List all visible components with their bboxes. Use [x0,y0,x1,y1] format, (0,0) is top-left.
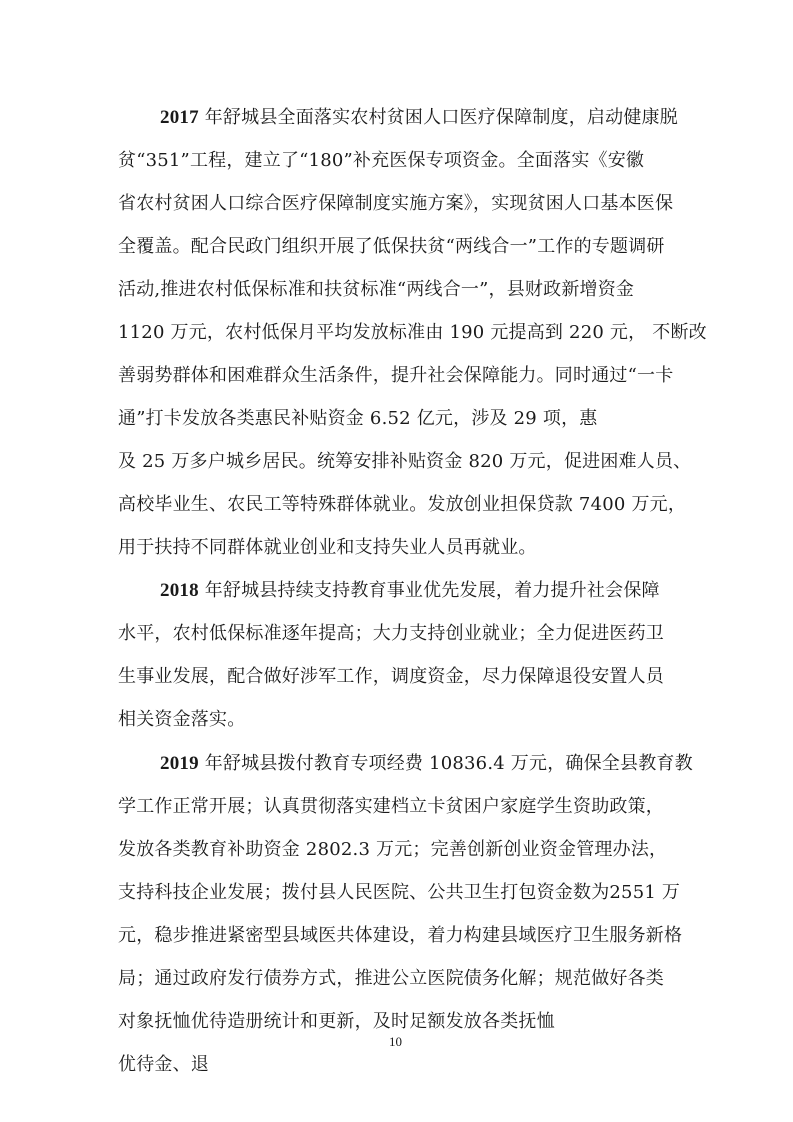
text-line: 生事业发展，配合做好涉军工作，调度资金，尽力保障退役安置人员 [118,666,664,687]
year-label: 2019 [160,753,199,774]
text-line: 2017 年舒城县全面落实农村贫困人口医疗保障制度，启动健康脱 [160,107,678,128]
text-line: 贫“351”工程，建立了“180”补充医保专项资金。全面落实《安徽 [118,150,645,171]
text-line: 2019 年舒城县拨付教育专项经费 10836.4 万元，确保全县教育教 [160,753,693,774]
text-line: 2018 年舒城县持续支持教育事业优先发展，着力提升社会保障 [160,580,660,601]
text-line: 元，稳步推进紧密型县域医共体建设，着力构建县域医疗卫生服务新格 [118,925,683,946]
text-line: 对象抚恤优待造册统计和更新，及时足额发放各类抚恤 [118,1011,555,1032]
text-line: 用于扶持不同群体就业创业和支持失业人员再就业。 [118,537,537,558]
text-line: 善弱势群体和困难群众生活条件，提升社会保障能力。同时通过“一卡 [118,365,674,386]
text-line: 学工作正常开展；认真贯彻落实建档立卡贫困户家庭学生资助政策， [118,796,664,817]
text-line: 发放各类教育补助资金 2802.3 万元；完善创新创业资金管理办法， [118,839,668,860]
text-line: 优待金、退 [118,1054,209,1075]
year-label: 2018 [160,580,199,601]
text-line: 高校毕业生、农民工等特殊群体就业。发放创业担保贷款 7400 万元， [118,494,687,515]
text-line: 活动,推进农村低保标准和扶贫标准“两线合一”，县财政新增资金 [118,279,635,300]
year-label: 2017 [160,107,199,128]
text-line: 相关资金落实。 [118,709,246,730]
text-line: 通”打卡发放各类惠民补贴资金 6.52 亿元，涉及 29 项，惠 [118,408,598,429]
text-line: 省农村贫困人口综合医疗保障制度实施方案》，实现贫困人口基本医保 [118,193,674,214]
text-line: 局；通过政府发行债券方式，推进公立医院债务化解；规范做好各类 [118,968,664,989]
text-line: 水平，农村低保标准逐年提高；大力支持创业就业；全力促进医药卫 [118,623,664,644]
text-line: 1120 万元，农村低保月平均发放标准由 190 元提高到 220 元， 不断改 [118,322,707,343]
page-number: 10 [389,1034,402,1049]
text-line: 支持科技企业发展；拨付县人民医院、公共卫生打包资金数为2551 万 [118,882,681,903]
text-line: 全覆盖。配合民政门组织开展了低保扶贫“两线合一”工作的专题调研 [118,236,665,257]
text-line: 及 25 万多户城乡居民。统筹安排补贴资金 820 万元，促进困难人员、 [118,451,692,472]
